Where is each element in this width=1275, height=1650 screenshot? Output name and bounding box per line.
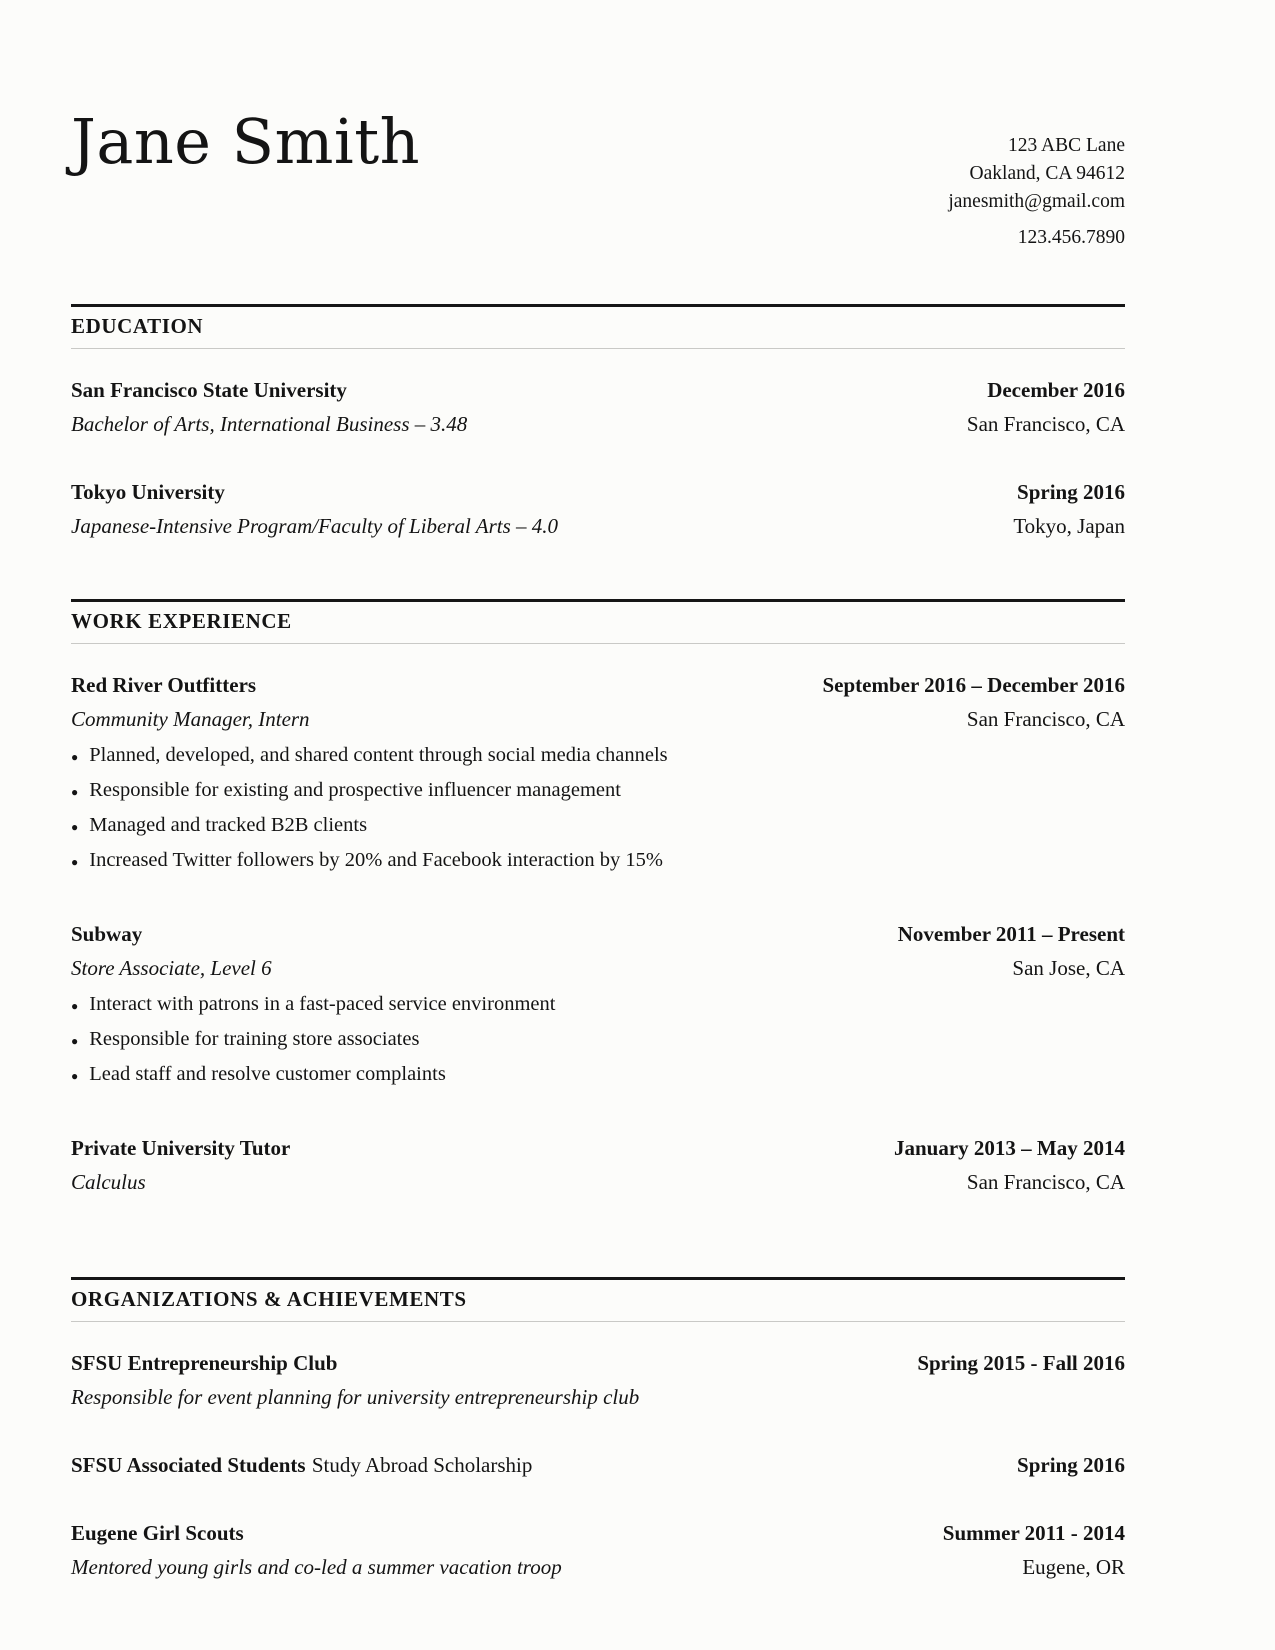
bullet-icon: ● <box>71 999 79 1013</box>
entry-title-row <box>71 921 1125 947</box>
contact-address-line1: 123 ABC Lane <box>1008 135 1125 156</box>
org-entry-girl-scouts <box>71 1520 1125 1580</box>
education-entry-sfsu <box>71 377 1125 437</box>
entry-title: San Francisco State University <box>71 378 347 402</box>
contact-email: janesmith@gmail.com <box>948 191 1125 212</box>
entry-subtitle-row <box>71 706 1125 732</box>
entry-title-row <box>71 377 1125 403</box>
bullet-text: Interact with patrons in a fast-paced service environment <box>89 993 556 1015</box>
entry-subtitle-row <box>71 1384 1125 1410</box>
section-body-education <box>71 349 1125 539</box>
work-entry-subway <box>71 921 1125 1093</box>
section-body-work <box>71 644 1125 1195</box>
bullet-text: Increased Twitter followers by 20% and Facebook interaction by 15% <box>89 849 663 871</box>
entry-location: Eugene, OR <box>1022 1555 1125 1579</box>
entry-date: Summer 2011 - 2014 <box>942 1521 1125 1545</box>
entry-date: January 2013 – May 2014 <box>894 1136 1125 1160</box>
entry-bullets <box>71 988 1125 1093</box>
org-entry-associated-students <box>71 1452 1125 1478</box>
work-entry-tutor <box>71 1135 1125 1195</box>
work-entry-red-river <box>71 672 1125 879</box>
entry-subtitle-row <box>71 955 1125 981</box>
bullet-icon: ● <box>71 1069 79 1083</box>
entry-subtitle: Responsible for event planning for university entrepreneurship club <box>71 1385 640 1409</box>
entry-subtitle: Bachelor of Arts, International Business – 3.48 <box>71 412 468 436</box>
entry-subtitle: Calculus <box>71 1170 146 1194</box>
contact-phone: 123.456.7890 <box>1017 227 1125 248</box>
entry-subtitle-row <box>71 513 1125 539</box>
entry-subtitle: Community Manager, Intern <box>71 707 310 731</box>
resume-header <box>71 92 1125 252</box>
entry-title-row <box>71 479 1125 505</box>
entry-subtitle-row <box>71 1554 1125 1580</box>
person-name: Jane Smith <box>71 105 421 178</box>
bullet-item <box>71 774 1125 809</box>
entry-location: San Jose, CA <box>1012 956 1125 980</box>
entry-location: San Francisco, CA <box>966 707 1125 731</box>
entry-title: Eugene Girl Scouts <box>71 1521 244 1545</box>
entry-title: SFSU Entrepreneurship Club <box>71 1351 338 1375</box>
entry-subtitle: Store Associate, Level 6 <box>71 956 272 980</box>
section-work-experience <box>71 599 1125 1195</box>
entry-date: Spring 2015 - Fall 2016 <box>917 1351 1125 1375</box>
entry-location: San Francisco, CA <box>966 1170 1125 1194</box>
section-education <box>71 304 1125 539</box>
bullet-item <box>71 1023 1125 1058</box>
bullet-icon: ● <box>71 1034 79 1048</box>
section-organizations <box>71 1277 1125 1580</box>
section-heading-organizations: ORGANIZATIONS & ACHIEVEMENTS <box>71 1277 1125 1322</box>
education-entry-tokyo <box>71 479 1125 539</box>
bullet-icon: ● <box>71 820 79 834</box>
entry-title: Tokyo University <box>71 480 225 504</box>
bullet-item <box>71 1058 1125 1093</box>
bullet-item <box>71 844 1125 879</box>
bullet-icon: ● <box>71 750 79 764</box>
section-body-organizations <box>71 1322 1125 1580</box>
entry-title: SFSU Associated Students <box>71 1453 306 1477</box>
entry-location: San Francisco, CA <box>966 412 1125 436</box>
entry-title: Private University Tutor <box>71 1136 291 1160</box>
entry-title-row <box>71 1350 1125 1376</box>
bullet-text: Planned, developed, and shared content through social media channels <box>89 744 668 766</box>
entry-date: December 2016 <box>987 378 1125 402</box>
entry-subtitle: Japanese-Intensive Program/Faculty of Liberal Arts – 4.0 <box>71 514 559 538</box>
contact-block <box>948 92 1125 252</box>
entry-title: Red River Outfitters <box>71 673 257 697</box>
bullet-item <box>71 739 1125 774</box>
bullet-item <box>71 988 1125 1023</box>
entry-date: September 2016 – December 2016 <box>822 673 1125 697</box>
entry-title-row <box>71 1452 1125 1478</box>
entry-subtitle-row <box>71 411 1125 437</box>
bullet-icon: ● <box>71 785 79 799</box>
entry-title-line <box>71 1452 532 1478</box>
entry-bullets <box>71 739 1125 879</box>
entry-title-row <box>71 1520 1125 1546</box>
bullet-icon: ● <box>71 855 79 869</box>
entry-title: Subway <box>71 922 143 946</box>
bullet-text: Responsible for training store associates <box>89 1028 420 1050</box>
section-heading-education: EDUCATION <box>71 304 1125 349</box>
bullet-text: Responsible for existing and prospective influencer management <box>89 779 621 801</box>
entry-title-suffix: Study Abroad Scholarship <box>311 1453 533 1477</box>
bullet-text: Managed and tracked B2B clients <box>89 814 368 836</box>
entry-title-row <box>71 672 1125 698</box>
entry-date: Spring 2016 <box>1017 1453 1125 1477</box>
entry-date: November 2011 – Present <box>897 922 1125 946</box>
contact-address-line2: Oakland, CA 94612 <box>969 163 1125 184</box>
bullet-text: Lead staff and resolve customer complaints <box>89 1063 446 1085</box>
entry-subtitle-row <box>71 1169 1125 1195</box>
section-heading-work: WORK EXPERIENCE <box>71 599 1125 644</box>
entry-title-row <box>71 1135 1125 1161</box>
bullet-item <box>71 809 1125 844</box>
entry-location: Tokyo, Japan <box>1013 514 1125 538</box>
org-entry-entrepreneurship-club <box>71 1350 1125 1410</box>
entry-subtitle: Mentored young girls and co-led a summer vacation troop <box>71 1555 562 1579</box>
entry-date: Spring 2016 <box>1017 480 1125 504</box>
